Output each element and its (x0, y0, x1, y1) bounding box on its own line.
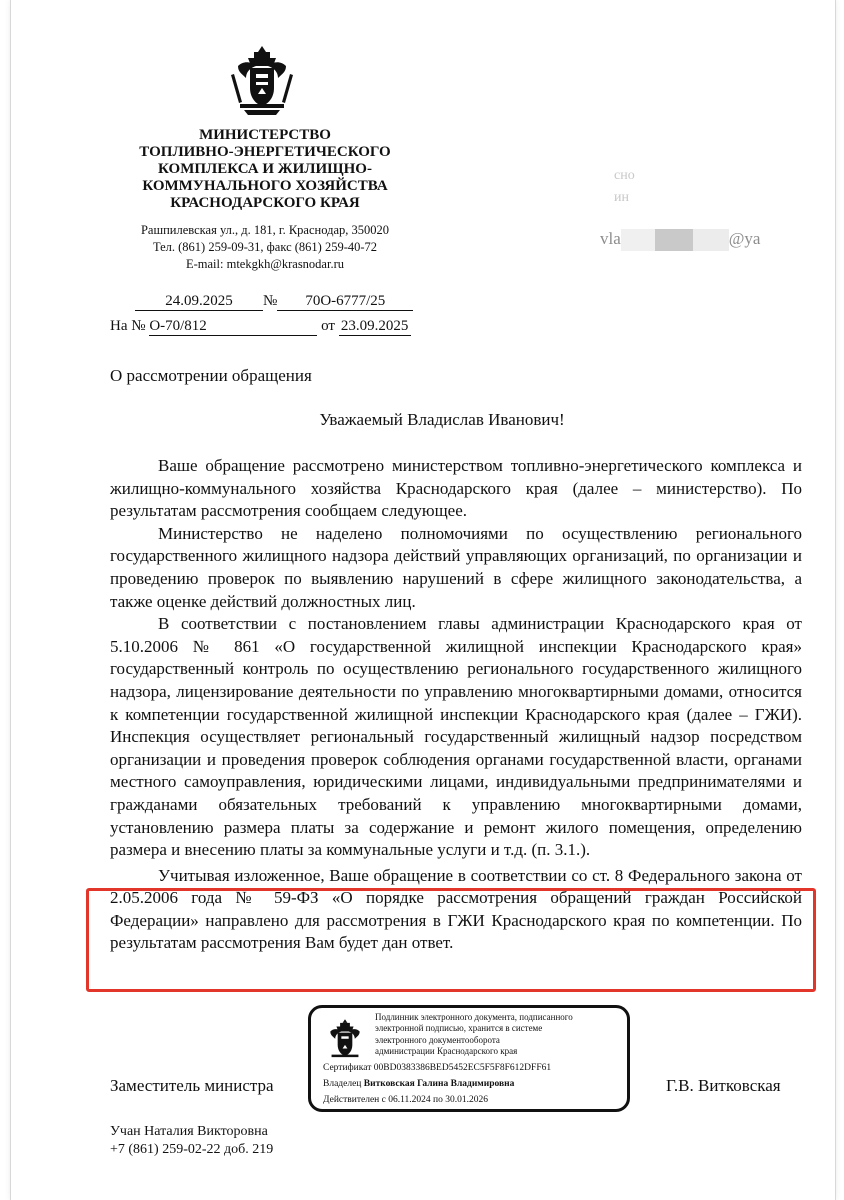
stamp-certificate (323, 1063, 551, 1075)
body-paragraph: Министерство не наделено полномочиями по осуществлению регионального государственного жилищного надзора действий управляющих организаций, по организации и проведению проверок по выявлению нарушений в сфере жилищного законодательства, а также оценке действий должностных лиц. (110, 523, 802, 611)
signatory-position: Заместитель министра (110, 1076, 274, 1095)
outgoing-number: 70О-6777/25 (277, 293, 413, 311)
executor-name: Учан Наталия Викторовна (110, 1124, 268, 1139)
recipient-fragment: сно (614, 168, 635, 183)
cert-label: Сертификат (323, 1063, 372, 1073)
letter-body (110, 455, 802, 955)
cert-value: 00BD0383386BED5452EC5F5F8F612DFF61 (373, 1063, 552, 1073)
greeting: Уважаемый Владислав Иванович! (319, 410, 565, 429)
valid-from: 06.11.2024 (388, 1095, 431, 1105)
ref-date: 23.09.2025 (339, 318, 411, 336)
outgoing-date: 24.09.2025 (135, 293, 263, 311)
electronic-signature-stamp (308, 1005, 630, 1112)
ref-prefix: На № (110, 318, 146, 334)
valid-to-label: по (433, 1095, 443, 1105)
ministry-line: КОММУНАЛЬНОГО ХОЗЯЙСТВА (142, 178, 388, 194)
recipient-fragment: ин (614, 190, 629, 205)
valid-label: Действителен с (323, 1095, 386, 1105)
owner-label: Владелец (323, 1079, 362, 1089)
address-line: Рашпилевская ул., д. 181, г. Краснодар, 350020 (140, 223, 390, 237)
highlight-annotation (86, 888, 816, 992)
stamp-notice-line: электронной подписью, хранится в системе (375, 1023, 543, 1034)
executor-phone: +7 (861) 259-02-22 доб. 219 (110, 1142, 274, 1157)
ministry-line: ТОПЛИВНО-ЭНЕРГЕТИЧЕСКОГО (139, 144, 391, 160)
redaction-block (693, 229, 729, 251)
body-paragraph: Ваше обращение рассмотрено министерством топливно-энергетического комплекса и жилищно-коммунального хозяйства Краснодарского края (далее – министерство). По результатам рассмотрения сообщаем следующее. (110, 456, 802, 521)
signatory-name: Г.В. Витковская (666, 1076, 781, 1095)
ministry-address (100, 222, 430, 273)
stamp-validity (323, 1095, 488, 1107)
ref-from: от (321, 318, 335, 334)
ref-number: О-70/812 (149, 318, 317, 336)
valid-to: 30.01.2026 (445, 1095, 488, 1105)
stamp-notice-line: администрации Краснодарского края (375, 1046, 518, 1057)
body-paragraph: Учитывая изложенное, Ваше обращение в соответствии со ст. 8 Федерального закона от 2.05.2006 года № 59-ФЗ «О порядке рассмотрения обращений граждан Российской Федерации» направлено для рассмотрения в ГЖИ Краснодарского края по компетенции. По результатам рассмотрения Вам будет дан ответ. (110, 865, 802, 953)
redaction-block (621, 229, 655, 251)
body-paragraph: В соответствии с постановлением главы администрации Краснодарского края от 5.10.2006 № 861 «О государственной жилищной инспекции Краснодарского края» государственный контроль по осуществлению регионального государственного жилищного надзора, лицензирование деятельности по управлению многоквартирными домами, относится к компетенции государственной жилищной инспекции Краснодарского края (далее – ГЖИ). Инспекция осуществляет региональный государственный жилищный надзор посредством организации и проведения проверок соблюдения органами государственной власти, органами местного самоуправления, юридическими лицами, индивидуальными предпринимателями и гражданами обязательных требований к управлению многоквартирными домами, установлению размера платы за содержание и ремонт жилого помещения, определению размера и внесению платы за коммунальные услуги и т.д. (п. 3.1.). (110, 614, 802, 860)
ministry-line: МИНИСТЕРСТВО (199, 127, 331, 143)
executor-info (110, 1123, 273, 1159)
redaction-block (655, 229, 693, 251)
stamp-notice-line: Подлинник электронного документа, подписанного (375, 1012, 573, 1022)
phone-line: Тел. (861) 259-09-31, факс (861) 259-40-72 (152, 240, 378, 254)
stamp-notice (375, 1012, 625, 1058)
stamp-notice-line: электронного документооборота (375, 1034, 500, 1045)
email-start: vla (600, 229, 621, 248)
ministry-name (100, 127, 430, 212)
stamp-owner (323, 1079, 514, 1091)
email-line: E-mail: mtekgkh@krasnodar.ru (185, 257, 344, 271)
ministry-line: КРАСНОДАРСКОГО КРАЯ (170, 195, 360, 211)
ministry-line: КОМПЛЕКСА И ЖИЛИЩНО- (158, 161, 372, 177)
recipient-email-redacted (600, 229, 760, 251)
coat-of-arms-icon (325, 1018, 365, 1062)
number-sign: № (263, 293, 278, 309)
krasnodar-coat-of-arms-icon (230, 44, 294, 116)
email-end: @ya (728, 229, 761, 248)
letter-subject: О рассмотрении обращения (110, 366, 312, 385)
owner-value: Витковская Галина Владимировна (363, 1079, 515, 1089)
incoming-reference (110, 318, 411, 336)
outgoing-registration (135, 293, 413, 311)
